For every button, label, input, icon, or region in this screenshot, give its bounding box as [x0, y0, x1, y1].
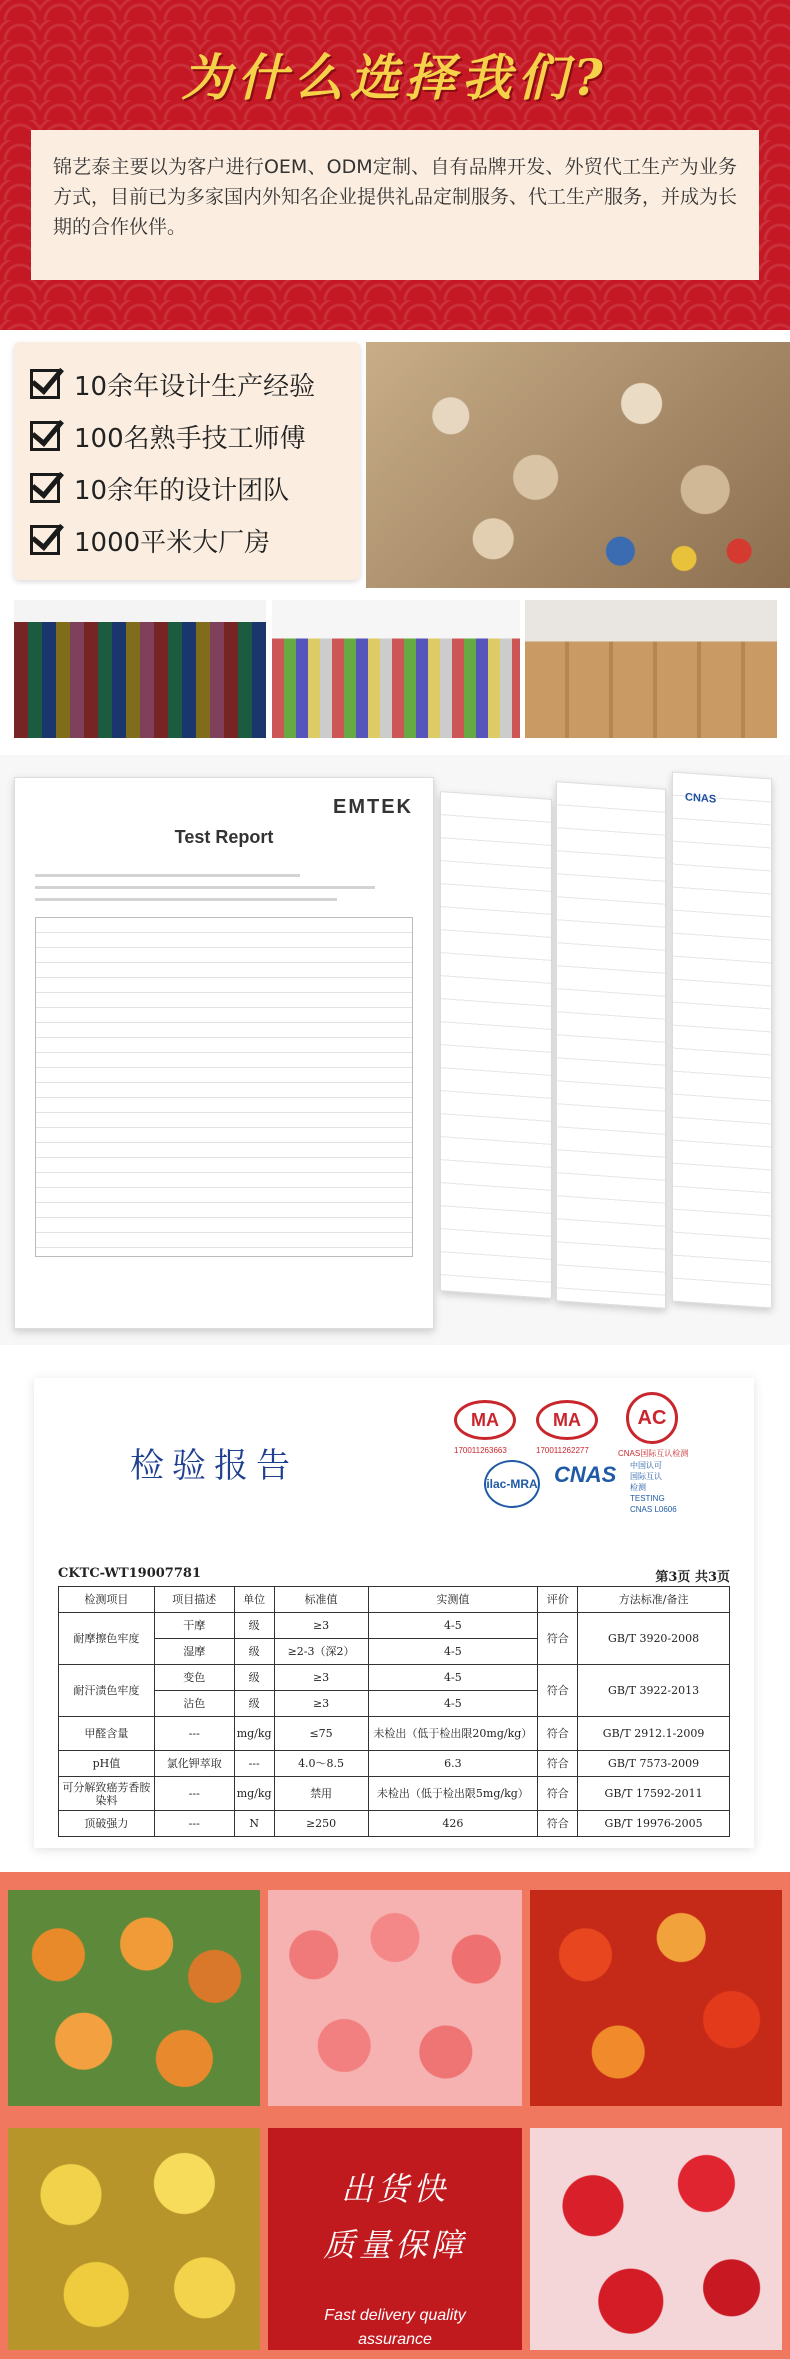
cma-code: 170011263663	[454, 1446, 507, 1455]
cell-eval: 符合	[538, 1811, 578, 1837]
cell-method: GB/T 3922-2013	[578, 1665, 730, 1717]
cma-code: 170011262277	[536, 1446, 589, 1455]
cell-unit: mg/kg	[234, 1717, 274, 1751]
cell-desc: 沾色	[154, 1691, 234, 1717]
cell-desc: ---	[154, 1717, 234, 1751]
feature-label: 10余年设计生产经验	[74, 371, 316, 402]
orange-plush-photo	[8, 1890, 260, 2106]
inspection-table	[58, 1586, 730, 1837]
cnas-caption-line: TESTING	[630, 1494, 665, 1503]
cell-unit: ---	[234, 1751, 274, 1777]
inspection-report	[34, 1378, 754, 1848]
cell-method: GB/T 2912.1-2009	[578, 1717, 730, 1751]
cma-logo: MA	[454, 1400, 516, 1440]
quality-assurance-heading: 质量保障	[322, 2226, 467, 2264]
cell-std: ≥250	[274, 1811, 368, 1837]
report-text-lines	[35, 874, 413, 901]
report-number: CKTC-WT19007781	[58, 1566, 201, 1581]
red-fish-plush-photo	[530, 1890, 782, 2106]
cell-unit: 级	[234, 1639, 274, 1665]
cell-item: 耐汗渍色牢度	[59, 1665, 155, 1717]
cell-value: 4-5	[368, 1613, 538, 1639]
report-page-indicator: 第3页 共3页	[655, 1570, 730, 1585]
cell-value: 426	[368, 1811, 538, 1837]
shipping-boxes-photo	[525, 600, 777, 738]
cell-desc: 变色	[154, 1665, 234, 1691]
feature-item	[30, 358, 360, 410]
cell-item: 甲醛含量	[59, 1717, 155, 1751]
inspection-title: 检验报告	[130, 1446, 298, 1486]
cell-value: 4-5	[368, 1665, 538, 1691]
table-row	[59, 1665, 730, 1691]
fast-delivery-english	[268, 2304, 522, 2350]
cell-value: 未检出（低于检出限5mg/kg）	[368, 1777, 538, 1811]
certification-logos	[454, 1390, 714, 1520]
feature-item	[30, 514, 360, 566]
cell-value: 6.3	[368, 1751, 538, 1777]
cell-value: 4-5	[368, 1691, 538, 1717]
cell-desc: 干摩	[154, 1613, 234, 1639]
cnas-caption-line: 检测	[630, 1483, 646, 1492]
feature-label: 10余年的设计团队	[74, 475, 290, 506]
table-row	[59, 1811, 730, 1837]
cell-desc: ---	[154, 1777, 234, 1811]
english-line: Fast delivery quality	[324, 2307, 466, 2324]
feature-item	[30, 462, 360, 514]
col-header: 评价	[538, 1587, 578, 1613]
cell-item: 耐摩擦色牢度	[59, 1613, 155, 1665]
cnas-logo: CNAS	[554, 1462, 617, 1487]
cell-item: pH值	[59, 1751, 155, 1777]
cma-logo: MA	[536, 1400, 598, 1440]
test-report-documents	[0, 755, 790, 1345]
cell-method: GB/T 3920-2008	[578, 1613, 730, 1665]
cnas-small-logo: CNAS	[685, 791, 717, 806]
report-meta	[58, 1566, 730, 1585]
cnas-caption-line: 国际互认	[630, 1472, 662, 1481]
cal-caption: CNAS国际互认检测	[618, 1449, 689, 1458]
cell-item: 顶破强力	[59, 1811, 155, 1837]
product-gallery-section	[0, 1872, 790, 2359]
cnas-caption	[630, 1460, 677, 1515]
cell-eval: 符合	[538, 1665, 578, 1717]
cell-std: ≥3	[274, 1691, 368, 1717]
cell-unit: N	[234, 1811, 274, 1837]
cell-std: ≤75	[274, 1717, 368, 1751]
cell-std: ≥3	[274, 1665, 368, 1691]
cell-eval: 符合	[538, 1777, 578, 1811]
cell-desc: 氯化钾萃取	[154, 1751, 234, 1777]
checkbox-check-icon	[30, 369, 60, 399]
table-row	[59, 1751, 730, 1777]
cell-std: 4.0～8.5	[274, 1751, 368, 1777]
report-page-3	[556, 781, 666, 1309]
cnas-caption-line: CNAS L0606	[630, 1505, 677, 1514]
cell-unit: 级	[234, 1613, 274, 1639]
emtek-logo: EMTEK	[333, 796, 413, 818]
cal-logo: AC	[626, 1392, 678, 1444]
col-header: 检测项目	[59, 1587, 155, 1613]
report-page-4	[672, 772, 772, 1309]
cell-value: 4-5	[368, 1639, 538, 1665]
col-header: 方法标准/备注	[578, 1587, 730, 1613]
cell-std: ≥2-3（深2）	[274, 1639, 368, 1665]
feature-label: 100名熟手技工师傅	[74, 423, 306, 454]
fast-delivery-heading: 出货快	[340, 2170, 449, 2208]
col-header: 实测值	[368, 1587, 538, 1613]
cell-std: 禁用	[274, 1777, 368, 1811]
col-header: 项目描述	[154, 1587, 234, 1613]
fast-delivery-banner	[268, 2128, 522, 2350]
why-choose-us-section	[0, 0, 790, 330]
red-plush-photo	[530, 2128, 782, 2350]
intro-text: 锦艺泰主要以为客户进行OEM、ODM定制、自有品牌开发、外贸代工生产为业务方式，目前已为多家国内外知名企业提供礼品定制服务、代工生产服务，并成为长期的合作伙伴。	[53, 156, 738, 238]
test-report-title: Test Report	[174, 827, 274, 847]
table-row	[59, 1613, 730, 1639]
table-row	[59, 1717, 730, 1751]
cell-desc: 湿摩	[154, 1639, 234, 1665]
cell-unit: mg/kg	[234, 1777, 274, 1811]
checkbox-check-icon	[30, 421, 60, 451]
cell-value: 未检出（低于检出限20mg/kg）	[368, 1717, 538, 1751]
table-row	[59, 1777, 730, 1811]
report-results-table	[35, 917, 413, 1257]
cell-desc: ---	[154, 1811, 234, 1837]
report-page-2	[440, 791, 552, 1299]
test-report-page	[14, 777, 434, 1329]
features-panel	[14, 342, 360, 580]
cnas-caption-line: 中国认可	[630, 1461, 662, 1470]
showroom-shelves-photo	[14, 600, 266, 738]
cell-method: GB/T 17592-2011	[578, 1777, 730, 1811]
cell-std: ≥3	[274, 1613, 368, 1639]
cell-method: GB/T 7573-2009	[578, 1751, 730, 1777]
plush-toys-pile-photo	[366, 342, 790, 588]
col-header: 标准值	[274, 1587, 368, 1613]
cell-eval: 符合	[538, 1613, 578, 1665]
cell-eval: 符合	[538, 1717, 578, 1751]
col-header: 单位	[234, 1587, 274, 1613]
feature-label: 1000平米大厂房	[74, 527, 271, 558]
cell-unit: 级	[234, 1665, 274, 1691]
intro-box	[31, 130, 759, 280]
showroom-hall-photo	[272, 600, 520, 738]
pink-plush-photo	[268, 1890, 522, 2106]
ilac-mra-logo: ilac-MRA	[484, 1460, 540, 1508]
feature-item	[30, 410, 360, 462]
english-line: assurance	[358, 2331, 432, 2348]
table-header-row	[59, 1587, 730, 1613]
checkbox-check-icon	[30, 525, 60, 555]
cell-item: 可分解致癌芳香胺染料	[59, 1777, 155, 1811]
cell-unit: 级	[234, 1691, 274, 1717]
cell-method: GB/T 19976-2005	[578, 1811, 730, 1837]
section-title: 为什么选择我们?	[181, 48, 609, 107]
checkbox-check-icon	[30, 473, 60, 503]
yellow-plush-photo	[8, 2128, 260, 2350]
cell-eval: 符合	[538, 1751, 578, 1777]
